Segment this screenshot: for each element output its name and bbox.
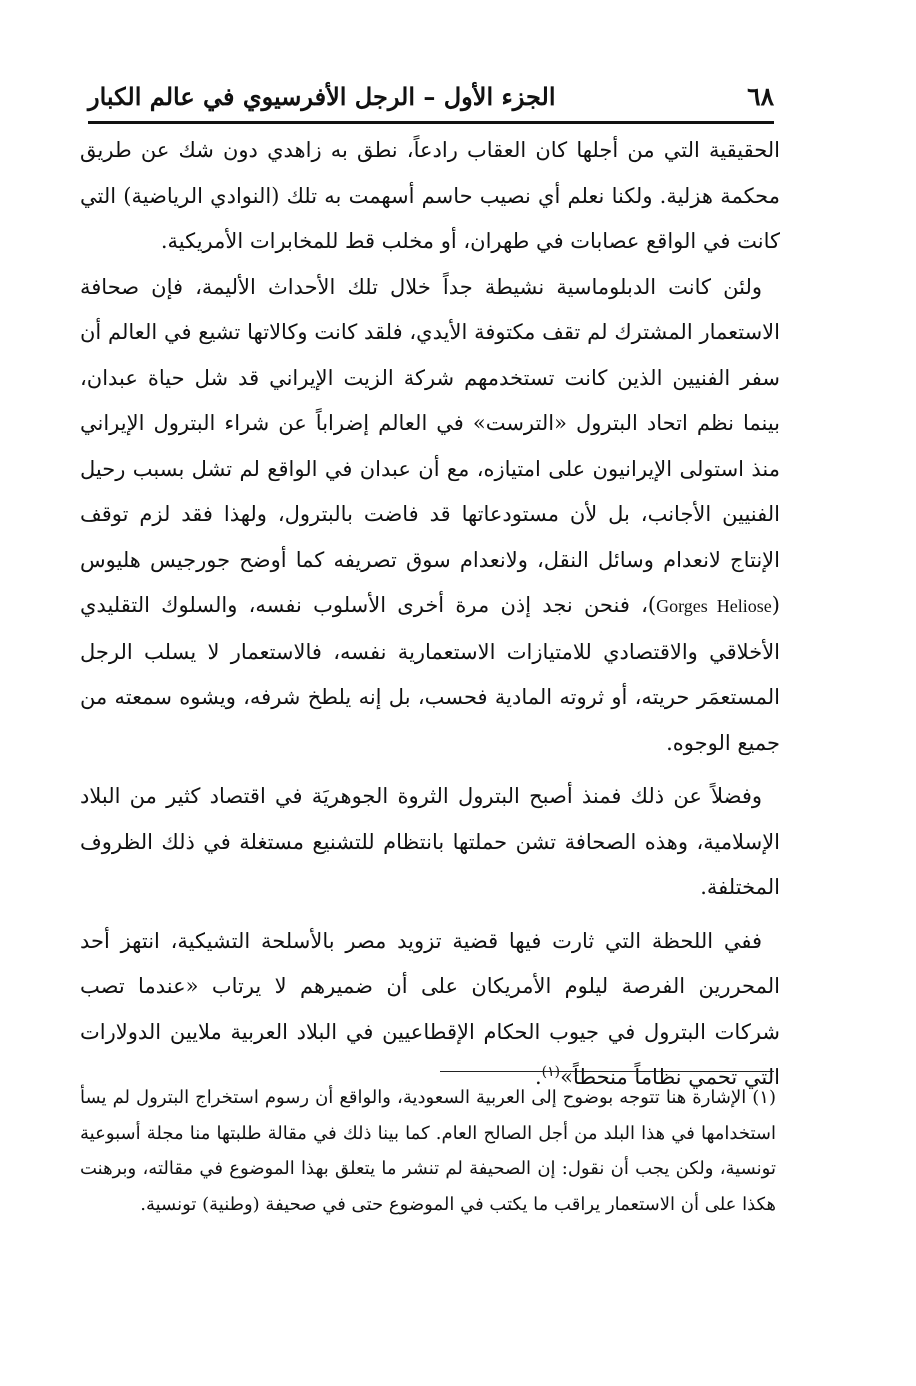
paragraph-2-text: ولئن كانت الدبلوماسية نشيطة جداً خلال تلك الأحداث الأليمة، فإن صحافة الاستعمار المشترك لم تقف مكتوفة الأيدي، فلقد كانت وكالاتها تشيع في العالم أن سفر الفنيين الذين كانت تستخدمهم شركة الزيت الإيراني قد شل حياة عبدان، بينما نظم اتحاد البترول «الترست» في العالم إضراباً عن شراء البترول الإيراني منذ استولى الإيرانيون على امتيازه، مع أن عبدان في الواقع لم تشل بسبب رحيل الفنيين الأجانب، بل لأن مستودعاتها قد فاضت بالبترول، ولهذا فقد لزم توقف الإنتاج لانعدام وسائل النقل، ولانعدام سوق تصريفه كما أوضح جورجيس هليوس ( bbox=[80, 274, 780, 617]
footnote-1 bbox=[80, 1080, 776, 1222]
paragraph-2 bbox=[80, 265, 780, 767]
paragraph-4-text: ففي اللحظة التي ثارت فيها قضية تزويد مصر بالأسلحة التشيكية، انتهز أحد المحررين الفرصة ليلوم الأمريكان على أن ضميرهم لا يرتاب «عندما تصب شركات البترول في جيوب الحكام الإقطاعيين في البلاد العربية ملايين الدولارات التي تحمي نظاماً منحطاً» bbox=[80, 928, 780, 1089]
main-text bbox=[80, 128, 780, 1101]
running-title: الجزء الأول – الرجل الأفرسيوي في عالم الكبار bbox=[88, 82, 556, 111]
page-header bbox=[88, 78, 774, 118]
header-divider bbox=[88, 121, 774, 124]
paragraph-1-text: الحقيقية التي من أجلها كان العقاب رادعاً، نطق به زاهدي دون شك عن طريق محكمة هزلية. ولكنا نعلم أي نصيب حاسم أسهمت به تلك (النوادي الرياضية) التي كانت في الواقع عصابات في طهران، أو مخلب قط للمخابرات الأمريكية. bbox=[80, 138, 780, 253]
footnote-reference: (١) bbox=[541, 1064, 561, 1080]
paragraph-3 bbox=[80, 774, 780, 911]
paragraph-3-text: وفضلاً عن ذلك فمنذ أصبح البترول الثروة الجوهريَة في اقتصاد كثير من البلاد الإسلامية، وهذه الصحافة تشن حملتها بانتظام للتشنيع مستغلة في ذلك الظروف المختلفة. bbox=[80, 784, 780, 899]
paragraph-4 bbox=[80, 919, 780, 1101]
paragraph-2-text-continued: )، فنحن نجد إذن مرة أخرى الأسلوب نفسه، والسلوك التقليدي الأخلاقي والاقتصادي للامتيازات الاستعمارية نفسه، فالاستعمار لا يسلب الرجل المستعمَر حريته، أو ثروته المادية فحسب، بل إنه يلطخ شرفه، ويشوه سمعته من جميع الوجوه. bbox=[80, 593, 780, 755]
latin-name: Gorges Heliose bbox=[656, 596, 772, 616]
footnotes bbox=[80, 1080, 776, 1222]
paragraph-4-end: . bbox=[534, 1065, 542, 1089]
footnote-marker: (١) bbox=[752, 1087, 776, 1108]
page-number: ٦٨ bbox=[747, 82, 774, 111]
footnote-divider bbox=[440, 1071, 774, 1072]
paragraph-1 bbox=[80, 128, 780, 265]
footnote-text: الإشارة هنا تتوجه بوضوح إلى العربية السعودية، والواقع أن رسوم استخراج البترول لم يسأ استخدامها في هذا البلد من أجل الصالح العام. كما بينا ذلك في مقالة طلبتها منا مجلة أسبوعية تونسية، ولكن يجب أن نقول: إن الصحيفة لم تنشر ما يتعلق بهذا الموضوع في مقالته، وبرهنت هكذا على أن الاستعمار يراقب ما يكتب في الموضوع حتى في صحيفة (وطنية) تونسية. bbox=[80, 1087, 776, 1215]
